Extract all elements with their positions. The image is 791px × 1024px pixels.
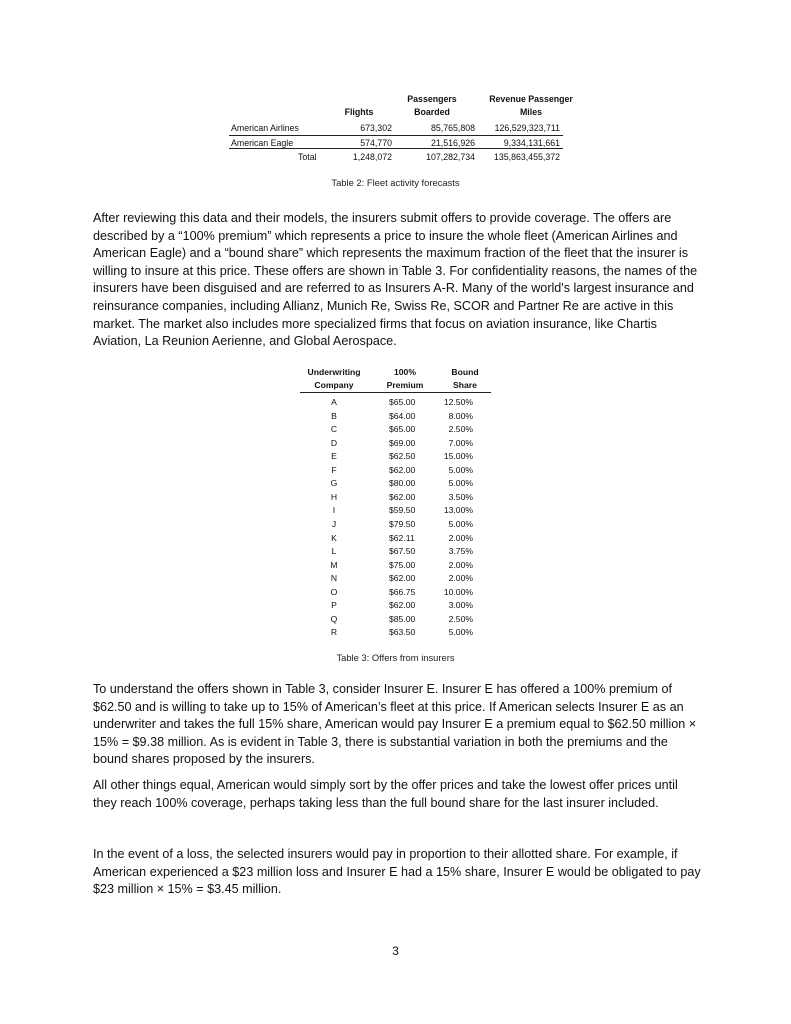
page-number: 3	[392, 944, 399, 958]
company-letter: M	[330, 559, 338, 570]
share-value: 2.50%	[448, 613, 473, 624]
col-header-premium-l1: 100%	[394, 367, 416, 377]
share-value: 8.00%	[448, 410, 473, 421]
premium-value: $59.50	[389, 505, 416, 516]
share-value: 5.00%	[448, 518, 473, 529]
share-value: 5.00%	[448, 627, 473, 638]
premium-value: $63.50	[389, 627, 416, 638]
passengers-value: 21,516,926	[430, 138, 475, 148]
company-letter: H	[330, 491, 338, 502]
share-value: 2.00%	[448, 532, 473, 543]
table-row	[300, 504, 491, 517]
col-header-rpm-l1: Revenue Passenger	[489, 94, 573, 104]
airline-name: American Eagle	[231, 138, 294, 148]
col-header-share-l2: Share	[453, 380, 477, 390]
share-value: 13.00%	[443, 505, 473, 516]
table-row	[300, 491, 491, 504]
total-flights: 1,248,072	[352, 152, 392, 162]
col-header-passengers-l2: Boarded	[414, 107, 450, 117]
share-value: 2.00%	[448, 559, 473, 570]
flights-value: 673,302	[360, 123, 392, 133]
premium-value: $85.00	[389, 613, 416, 624]
table-total-row	[229, 151, 563, 164]
rpm-value: 9,334,131,661	[503, 138, 560, 148]
share-value: 5.00%	[448, 478, 473, 489]
paragraph-loss-example: In the event of a loss, the selected insurers would pay in proportion to their allotted share. For example, if American experienced a $23 million loss and Insurer E had a 15% share, Insurer E would be obligated to pay $23 million × 15% = $3.45 million.	[93, 847, 701, 897]
share-value: 2.50%	[448, 424, 473, 435]
company-letter: C	[330, 424, 338, 435]
company-letter: J	[331, 518, 337, 529]
table-row	[300, 423, 491, 436]
company-letter: N	[330, 573, 338, 584]
share-value: 10.00%	[443, 586, 473, 597]
company-letter: D	[330, 437, 338, 448]
premium-value: $62.50	[389, 451, 416, 462]
share-value: 3.50%	[448, 491, 473, 502]
company-letter: G	[330, 478, 338, 489]
premium-value: $69.00	[389, 437, 416, 448]
premium-value: $64.00	[389, 410, 416, 421]
table-row	[229, 122, 563, 135]
col-header-share-l1: Bound	[451, 367, 479, 377]
table-row	[300, 437, 491, 450]
table-row	[300, 572, 491, 585]
table-row	[300, 532, 491, 545]
share-value: 3.75%	[448, 546, 473, 557]
premium-value: $62.00	[389, 464, 416, 475]
company-letter: Q	[330, 613, 338, 624]
table-row	[300, 518, 491, 531]
table-divider	[229, 148, 563, 149]
share-value: 2.00%	[448, 573, 473, 584]
premium-value: $79.50	[389, 518, 416, 529]
table-row	[300, 410, 491, 423]
total-label: Total	[298, 152, 317, 162]
rpm-value: 126,529,323,711	[494, 123, 560, 133]
premium-value: $67.50	[389, 546, 416, 557]
paragraph-offers-intro: After reviewing this data and their models, the insurers submit offers to provide coverage. The offers are described by a “100% premium” which represents a price to insure the whole fleet (American Airlines and American Eagle) and a “bound share” which represents the maximum fraction of the fleet that the insurer is willing to insure at this price. These offers are shown in Table 3. For confidentiality reasons, the names of the insurers have been disguised and are referred to as Insurers A-R. Many of the world's largest insurance and reinsurance companies, including Allianz, Munich Re, Swiss Re, SCOR and Partner Re are active in this market. The market also includes more specialized firms that focus on aviation insurance, like Chartis Aviation, La Reunion Aerienne, and Global Aerospace.	[93, 211, 698, 349]
share-value: 15.00%	[443, 451, 473, 462]
premium-value: $62.00	[389, 491, 416, 502]
flights-value: 574,770	[360, 138, 392, 148]
premium-value: $62.00	[389, 573, 416, 584]
total-rpm: 135,863,455,372	[493, 152, 560, 162]
table-row	[300, 586, 491, 599]
paragraph-insurer-e-example: To understand the offers shown in Table 3, consider Insurer E. Insurer E has offered a 100% premium of $62.50 and is willing to take up to 15% of American’s fleet at this price. If American selects Insurer E as an underwriter and takes the full 15% share, American would pay Insurer E a premium equal to $62.50 million × 15% = $9.38 million. As is evident in Table 3, there is substantial variation in both the premiums and the bound shares proposed by the insurers.	[93, 682, 697, 767]
airline-name: American Airlines	[231, 123, 299, 133]
company-letter: O	[330, 586, 338, 597]
company-letter: A	[331, 397, 337, 407]
premium-value: $80.00	[389, 478, 416, 489]
table3-caption: Table 3: Offers from insurers	[336, 652, 455, 663]
table-row	[300, 613, 491, 626]
share-value: 7.00%	[448, 437, 473, 448]
table-row	[300, 545, 491, 558]
premium-value: $62.11	[389, 532, 415, 543]
share-value: 12.50%	[443, 397, 473, 407]
table-row	[300, 477, 491, 490]
table-divider	[229, 135, 563, 136]
col-header-passengers-l1: Passengers	[407, 94, 457, 104]
total-passengers: 107,282,734	[426, 152, 475, 162]
table-row	[300, 464, 491, 477]
table-row	[300, 559, 491, 572]
premium-value: $62.00	[389, 600, 416, 611]
table2-caption: Table 2: Fleet activity forecasts	[331, 177, 460, 188]
company-letter: P	[331, 600, 337, 611]
company-letter: I	[332, 505, 336, 516]
company-letter: F	[331, 464, 337, 475]
table-row	[300, 599, 491, 612]
col-header-company-l2: Company	[314, 380, 354, 390]
paragraph-sorting-offers: All other things equal, American would simply sort by the offer prices and take the lowest offer prices until they reach 100% coverage, perhaps taking less than the full bound share for the last insurer included.	[93, 778, 678, 810]
col-header-rpm-l2: Miles	[519, 107, 542, 117]
premium-value: $75.00	[389, 559, 416, 570]
share-value: 5.00%	[448, 464, 473, 475]
share-value: 3.00%	[448, 600, 473, 611]
premium-value: $65.00	[389, 424, 416, 435]
col-header-company-l1: Underwriting	[307, 367, 361, 377]
col-header-flights: Flights	[344, 107, 374, 117]
company-letter: B	[331, 410, 337, 421]
company-letter: L	[331, 546, 337, 557]
premium-value: $65.00	[389, 397, 416, 407]
passengers-value: 85,765,808	[430, 123, 475, 133]
table-divider	[300, 392, 491, 393]
table-row	[300, 450, 491, 463]
premium-value: $66.75	[389, 586, 416, 597]
company-letter: E	[331, 451, 337, 462]
table-row	[300, 626, 491, 639]
col-header-premium-l2: Premium	[386, 380, 424, 390]
table-row	[300, 396, 491, 409]
company-letter: K	[331, 532, 337, 543]
company-letter: R	[330, 627, 338, 638]
